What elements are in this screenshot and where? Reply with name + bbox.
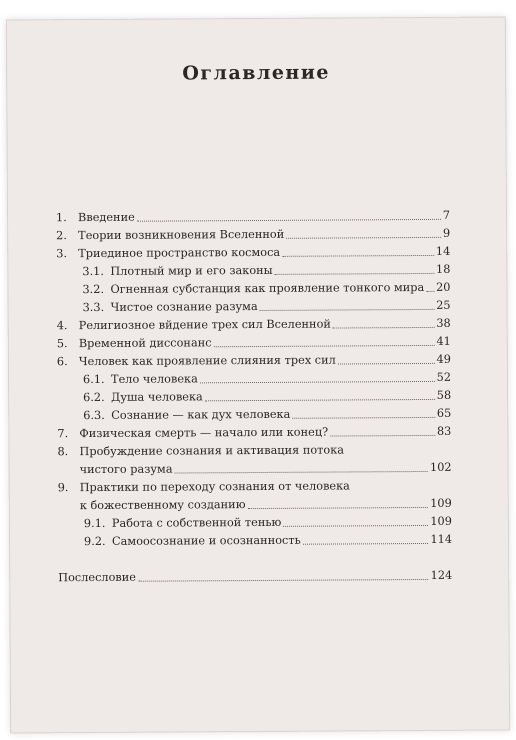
toc-row: [57, 441, 451, 479]
toc-number: 6.3.: [83, 408, 105, 423]
toc-title: Триединое пространство космоса: [78, 245, 281, 261]
toc-title: Человек как проявление слияния трех сил: [78, 353, 336, 369]
dot-leader: [275, 261, 434, 275]
toc-title: Огненная субстанция как проявление тонкого мира: [110, 280, 425, 296]
dot-leader: [303, 531, 429, 545]
toc-row: [58, 531, 452, 551]
toc-number: 9.2.: [83, 534, 106, 549]
toc-row: [56, 279, 450, 299]
toc-row: [58, 477, 452, 515]
toc-page-number: 25: [436, 298, 451, 312]
dot-leader: [330, 423, 435, 437]
toc-page-number: 14: [435, 244, 451, 258]
toc-number: 2.: [56, 229, 67, 243]
toc-page-number: 7: [442, 208, 451, 222]
toc-page-number: 102: [429, 460, 452, 474]
toc-number: 3.2.: [82, 282, 105, 297]
toc-number: 7.: [57, 427, 69, 441]
toc-title: Тело человека: [110, 372, 198, 386]
toc-page-number: 52: [436, 370, 452, 384]
toc-title: Временной диссонанс: [78, 336, 212, 351]
toc-title: Религиозное вйдение трех сил Вселенной: [78, 317, 331, 333]
toc-number: 9.1.: [83, 516, 106, 531]
toc-number: 6.1.: [82, 372, 105, 387]
toc-row: [58, 513, 452, 533]
dot-leader: [138, 567, 429, 582]
toc-title-line1: Пробуждение сознания и активация потока: [79, 443, 345, 459]
toc-number: 3.1.: [82, 264, 104, 279]
dot-leader: [292, 405, 435, 419]
toc-number: 6.: [56, 355, 68, 369]
dot-leader: [338, 351, 435, 365]
book-page: [6, 16, 510, 733]
toc-title: чистого разума: [79, 462, 173, 477]
toc-row: [56, 261, 450, 281]
toc-row-afterword: [58, 567, 452, 587]
toc-title: Теории возникновения Вселенной: [78, 227, 285, 243]
toc-row: [56, 207, 450, 227]
toc-page-number: 9: [442, 226, 451, 240]
toc-number: 3.3.: [82, 300, 105, 315]
toc-page-number: 114: [430, 532, 453, 546]
toc-row: [57, 423, 451, 443]
toc-number: 8.: [57, 445, 69, 459]
toc-title-line1: Практики по переходу сознания от человека: [79, 479, 350, 495]
toc-number: 1.: [55, 211, 67, 225]
toc-row: [57, 315, 451, 335]
toc-title: Самоосознание и осознанность: [111, 533, 301, 548]
toc-page-number: 58: [436, 388, 452, 402]
toc-title: Работа с собственной тенью: [111, 515, 282, 530]
table-of-contents: [56, 207, 452, 587]
toc-number: 5.: [56, 337, 68, 351]
toc-title: Послесловие: [58, 570, 137, 585]
toc-title: к божественному созданию: [79, 498, 246, 513]
toc-title: Физическая смерть — начало или конец?: [79, 425, 329, 441]
toc-page-number: 20: [436, 280, 451, 294]
toc-page-number: 41: [436, 334, 451, 348]
spacer: [58, 549, 452, 569]
toc-row: [56, 243, 450, 263]
dot-leader: [286, 225, 441, 239]
dot-leader: [213, 333, 434, 347]
toc-title: Душа человека: [111, 390, 203, 404]
toc-page-number: 124: [430, 568, 453, 582]
toc-page-number: 49: [436, 352, 451, 366]
toc-title: Сознание — как дух человека: [111, 407, 291, 422]
dot-leader: [205, 387, 435, 401]
toc-row: [56, 225, 450, 245]
dot-leader: [137, 207, 441, 222]
dot-leader: [247, 495, 428, 509]
toc-number: 9.: [57, 481, 69, 495]
toc-page-number: 109: [430, 514, 452, 528]
toc-number: 3.: [56, 247, 68, 261]
toc-row: [57, 351, 451, 371]
toc-page-number: 83: [436, 424, 452, 438]
dot-leader: [282, 243, 434, 257]
toc-title: Чистое сознание разума: [110, 300, 258, 314]
toc-number: 4.: [56, 319, 68, 333]
dot-leader: [426, 279, 434, 292]
toc-row: [57, 297, 451, 317]
toc-page-number: 109: [430, 496, 452, 510]
dot-leader: [283, 513, 428, 527]
dot-leader: [200, 369, 435, 383]
dot-leader: [175, 459, 429, 474]
toc-number: 6.2.: [83, 390, 105, 405]
toc-row: [57, 369, 451, 389]
toc-page-number: 38: [436, 316, 451, 330]
dot-leader: [333, 315, 434, 329]
page-title: Оглавление: [182, 61, 331, 85]
toc-page-number: 65: [436, 406, 452, 420]
toc-page-number: 18: [435, 262, 451, 276]
toc-row: [57, 387, 451, 407]
toc-title: Введение: [77, 210, 135, 225]
toc-title: Плотный мир и его законы: [110, 263, 273, 278]
dot-leader: [260, 297, 435, 311]
toc-row: [57, 405, 451, 425]
toc-row: [57, 333, 451, 353]
